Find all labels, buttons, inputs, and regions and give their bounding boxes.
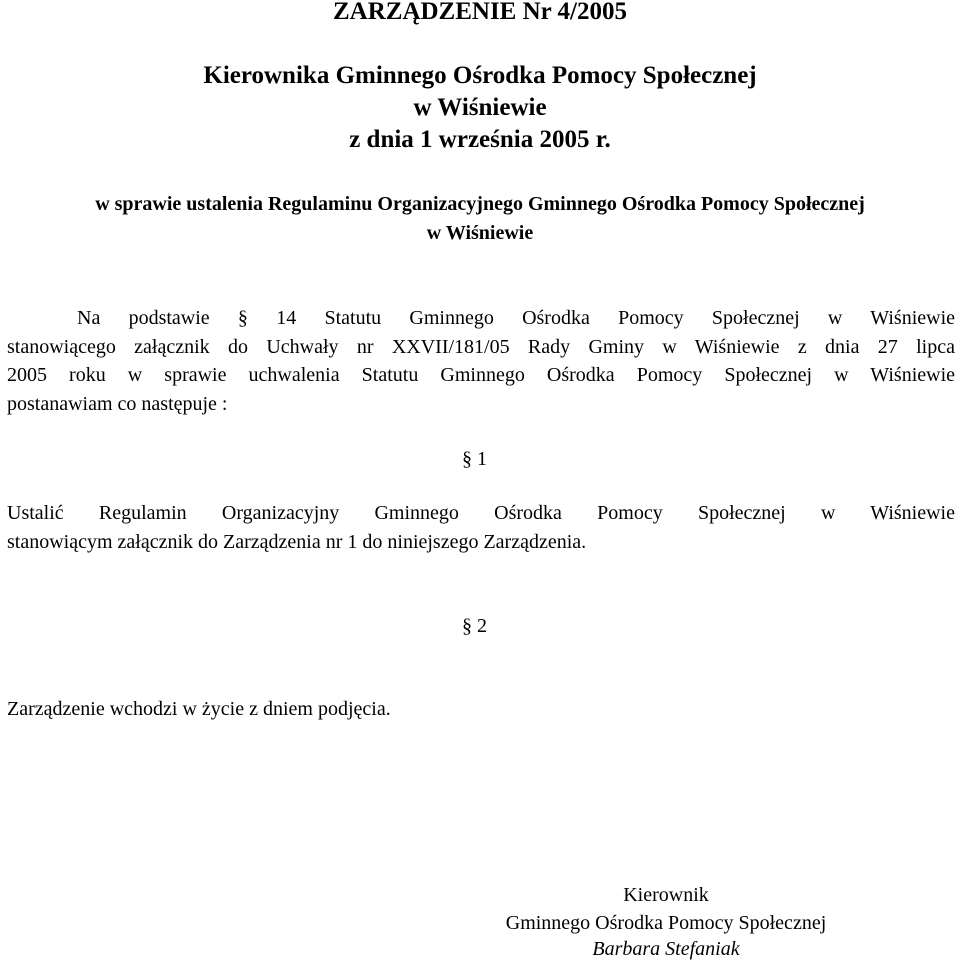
signature-role: Kierownik xyxy=(623,884,709,906)
issuer-line-1: Kierownika Gminnego Ośrodka Pomocy Społecznej xyxy=(203,62,757,89)
date-line: z dnia 1 września 2005 r. xyxy=(349,126,611,153)
section-1-line-1: Ustalić Regulamin Organizacyjny Gminnego Ośrodka Pomocy Społecznej w Wiśniewie xyxy=(7,502,955,524)
preamble-line-4: postanawiam co następuje : xyxy=(7,393,228,415)
section-1-line-2: stanowiącym załącznik do Zarządzenia nr 1 do niniejszego Zarządzenia. xyxy=(7,531,587,553)
preamble-line-1: Na podstawie § 14 Statutu Gminnego Ośrodka Pomocy Społecznej w Wiśniewie xyxy=(77,307,955,329)
issuer-line-2: w Wiśniewie xyxy=(413,94,547,121)
section-2-line-1: Zarządzenie wchodzi w życie z dniem podjęcia. xyxy=(7,698,391,720)
section-1-symbol: § 1 xyxy=(462,448,487,470)
subject-line-2: w Wiśniewie xyxy=(426,222,534,244)
signature-institution: Gminnego Ośrodka Pomocy Społecznej xyxy=(505,912,827,934)
subject-line-1: w sprawie ustalenia Regulaminu Organizacyjnego Gminnego Ośrodka Pomocy Społecznej xyxy=(95,193,865,215)
document-title: ZARZĄDZENIE Nr 4/2005 xyxy=(332,0,628,25)
signature-name: Barbara Stefaniak xyxy=(592,938,740,960)
preamble-line-2: stanowiącego załącznik do Uchwały nr XXVII/181/05 Rady Gminy w Wiśniewie z dnia 27 lipca xyxy=(7,336,955,358)
preamble-line-3: 2005 roku w sprawie uchwalenia Statutu Gminnego Ośrodka Pomocy Społecznej w Wiśniewie xyxy=(7,364,955,386)
section-2-symbol: § 2 xyxy=(462,615,487,637)
